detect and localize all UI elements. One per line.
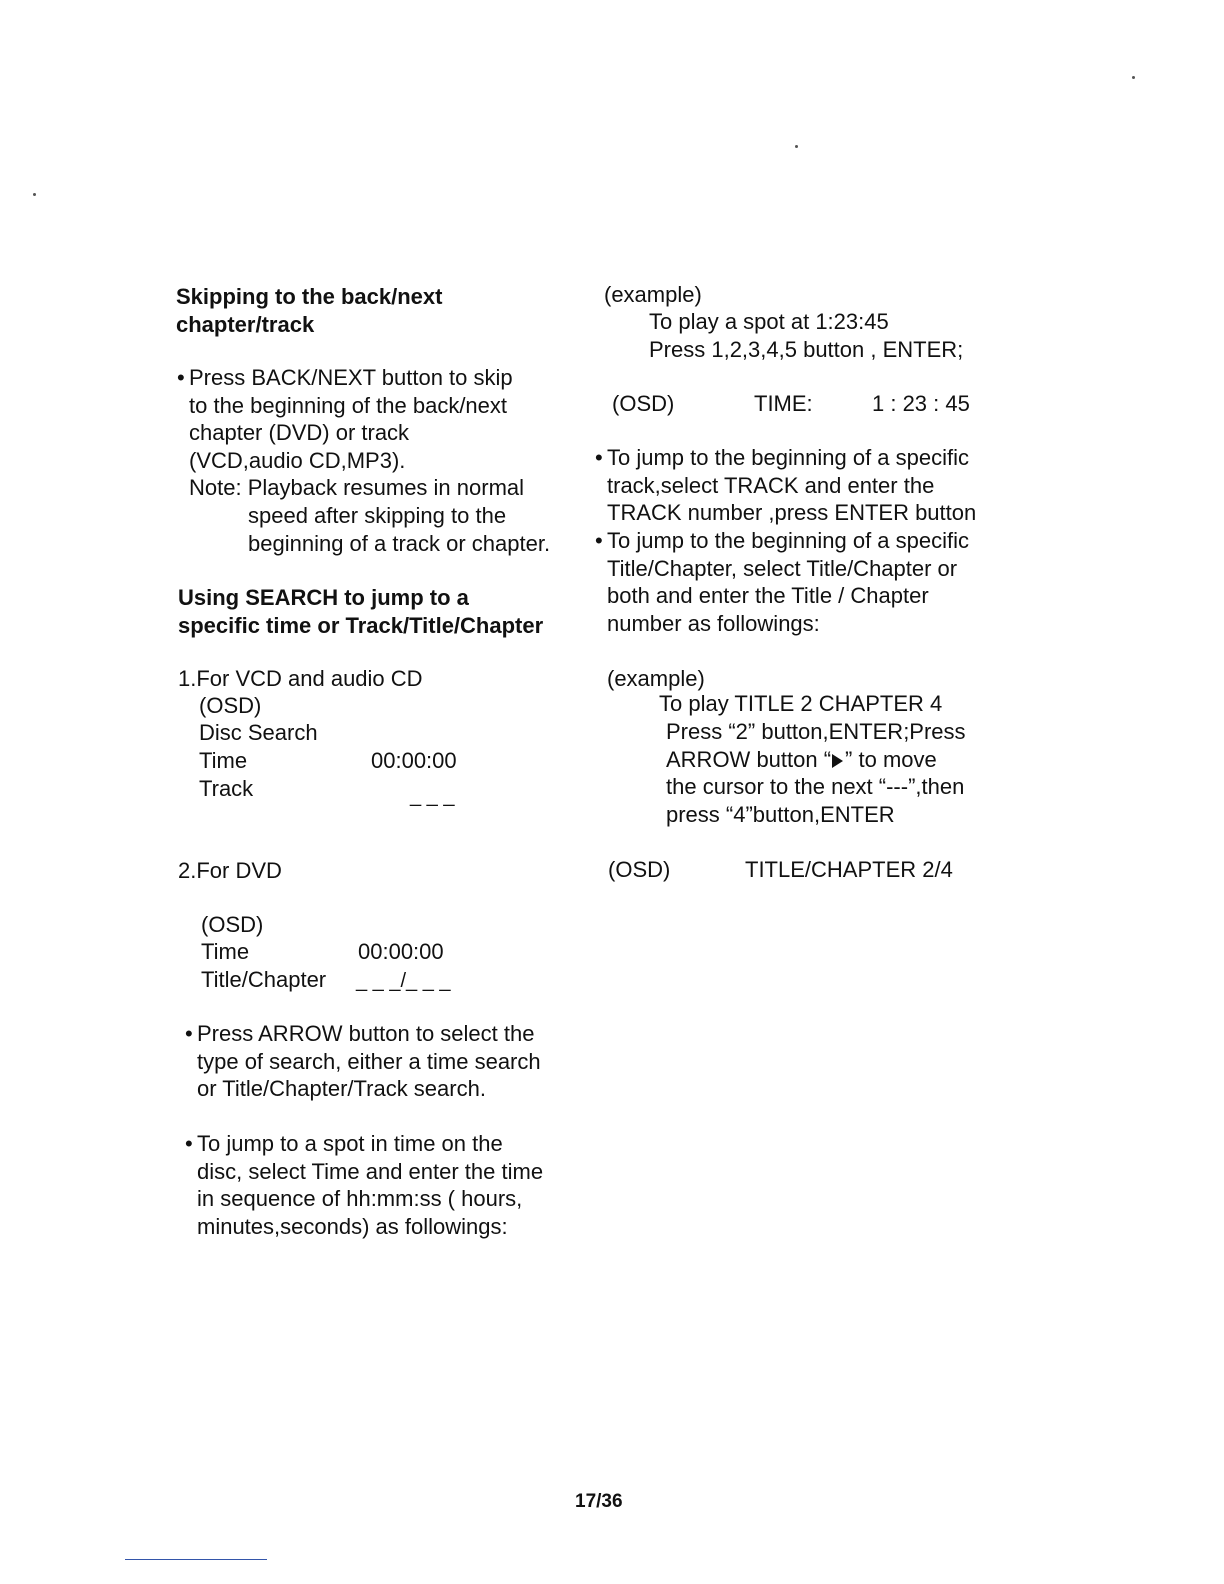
dvd-time-label: Time bbox=[201, 939, 250, 964]
arrow-bullet: • Press ARROW button to select the type of search, either a time search or Title/Chapter/Track search. bbox=[185, 1021, 541, 1101]
scan-speck bbox=[795, 145, 798, 148]
osd1-label: (OSD) bbox=[612, 391, 675, 416]
note-label: Note: Playback resumes in normal bbox=[189, 475, 525, 500]
note-text: speed after skipping to the beginning of a track or chapter. bbox=[248, 503, 551, 556]
title-chapter-bullet: • To jump to the beginning of a specific Title/Chapter, select Title/Chapter or both and enter the Title / Chapter number as followings: bbox=[595, 528, 970, 636]
vcd-time-label: Time bbox=[199, 748, 248, 773]
example1-label: (example) bbox=[604, 282, 702, 307]
right-arrow-icon bbox=[832, 754, 843, 768]
osd2-value: TITLE/CHAPTER 2/4 bbox=[745, 857, 953, 882]
dvd-osd: (OSD) bbox=[201, 912, 264, 937]
vcd-osd: (OSD) bbox=[199, 693, 262, 718]
bullet-icon: • bbox=[185, 1131, 193, 1156]
example2-text: Press “2” button,ENTER;Press ARROW button “ ” to move the cursor to the next “---”,then press “4”button,ENTER bbox=[666, 719, 966, 827]
scan-speck bbox=[1132, 76, 1135, 79]
osd1-time-value: 1 : 23 : 45 bbox=[872, 391, 970, 416]
scan-speck bbox=[33, 193, 36, 196]
dvd-title-chapter-value: _ _ _/_ _ _ bbox=[356, 970, 451, 992]
page-number: 17/36 bbox=[575, 1491, 623, 1512]
example2-line1: To play TITLE 2 CHAPTER 4 bbox=[659, 691, 943, 716]
dvd-time-value: 00:00:00 bbox=[358, 939, 444, 964]
vcd-disc-search: Disc Search bbox=[199, 720, 318, 745]
vcd-track-label: Track bbox=[199, 776, 254, 801]
example1-text: To play a spot at 1:23:45 Press 1,2,3,4,5 button , ENTER; bbox=[649, 309, 964, 362]
heading-skipping: Skipping to the back/next chapter/track bbox=[176, 284, 443, 337]
vcd-track-value: _ _ _ bbox=[410, 785, 455, 807]
bullet-icon: • bbox=[185, 1021, 193, 1046]
skip-bullet: • Press BACK/NEXT button to skip to the beginning of the back/next chapter (DVD) or track (VCD,audio CD,MP3). bbox=[177, 365, 513, 473]
dvd-title-chapter-label: Title/Chapter bbox=[201, 967, 327, 992]
track-bullet: • To jump to the beginning of a specific track,select TRACK and enter the TRACK number ,press ENTER button bbox=[595, 445, 977, 525]
bullet-icon: • bbox=[595, 445, 603, 470]
osd1-time-label: TIME: bbox=[754, 391, 813, 416]
example2-label: (example) bbox=[607, 666, 705, 691]
osd2-label: (OSD) bbox=[608, 857, 671, 882]
heading-search: Using SEARCH to jump to a specific time or Track/Title/Chapter bbox=[178, 585, 544, 638]
bullet-icon: • bbox=[177, 365, 185, 390]
vcd-title: 1.For VCD and audio CD bbox=[178, 666, 423, 691]
bullet-icon: • bbox=[595, 528, 603, 553]
vcd-time-value: 00:00:00 bbox=[371, 748, 457, 773]
jump-time-bullet: • To jump to a spot in time on the disc, select Time and enter the time in sequence of hh:mm:ss ( hours, minutes,seconds) as followings: bbox=[185, 1131, 544, 1239]
footer-rule bbox=[125, 1559, 267, 1560]
example2-arrow-line: ARROW button “ ” to move bbox=[666, 746, 937, 772]
dvd-title: 2.For DVD bbox=[178, 858, 282, 883]
